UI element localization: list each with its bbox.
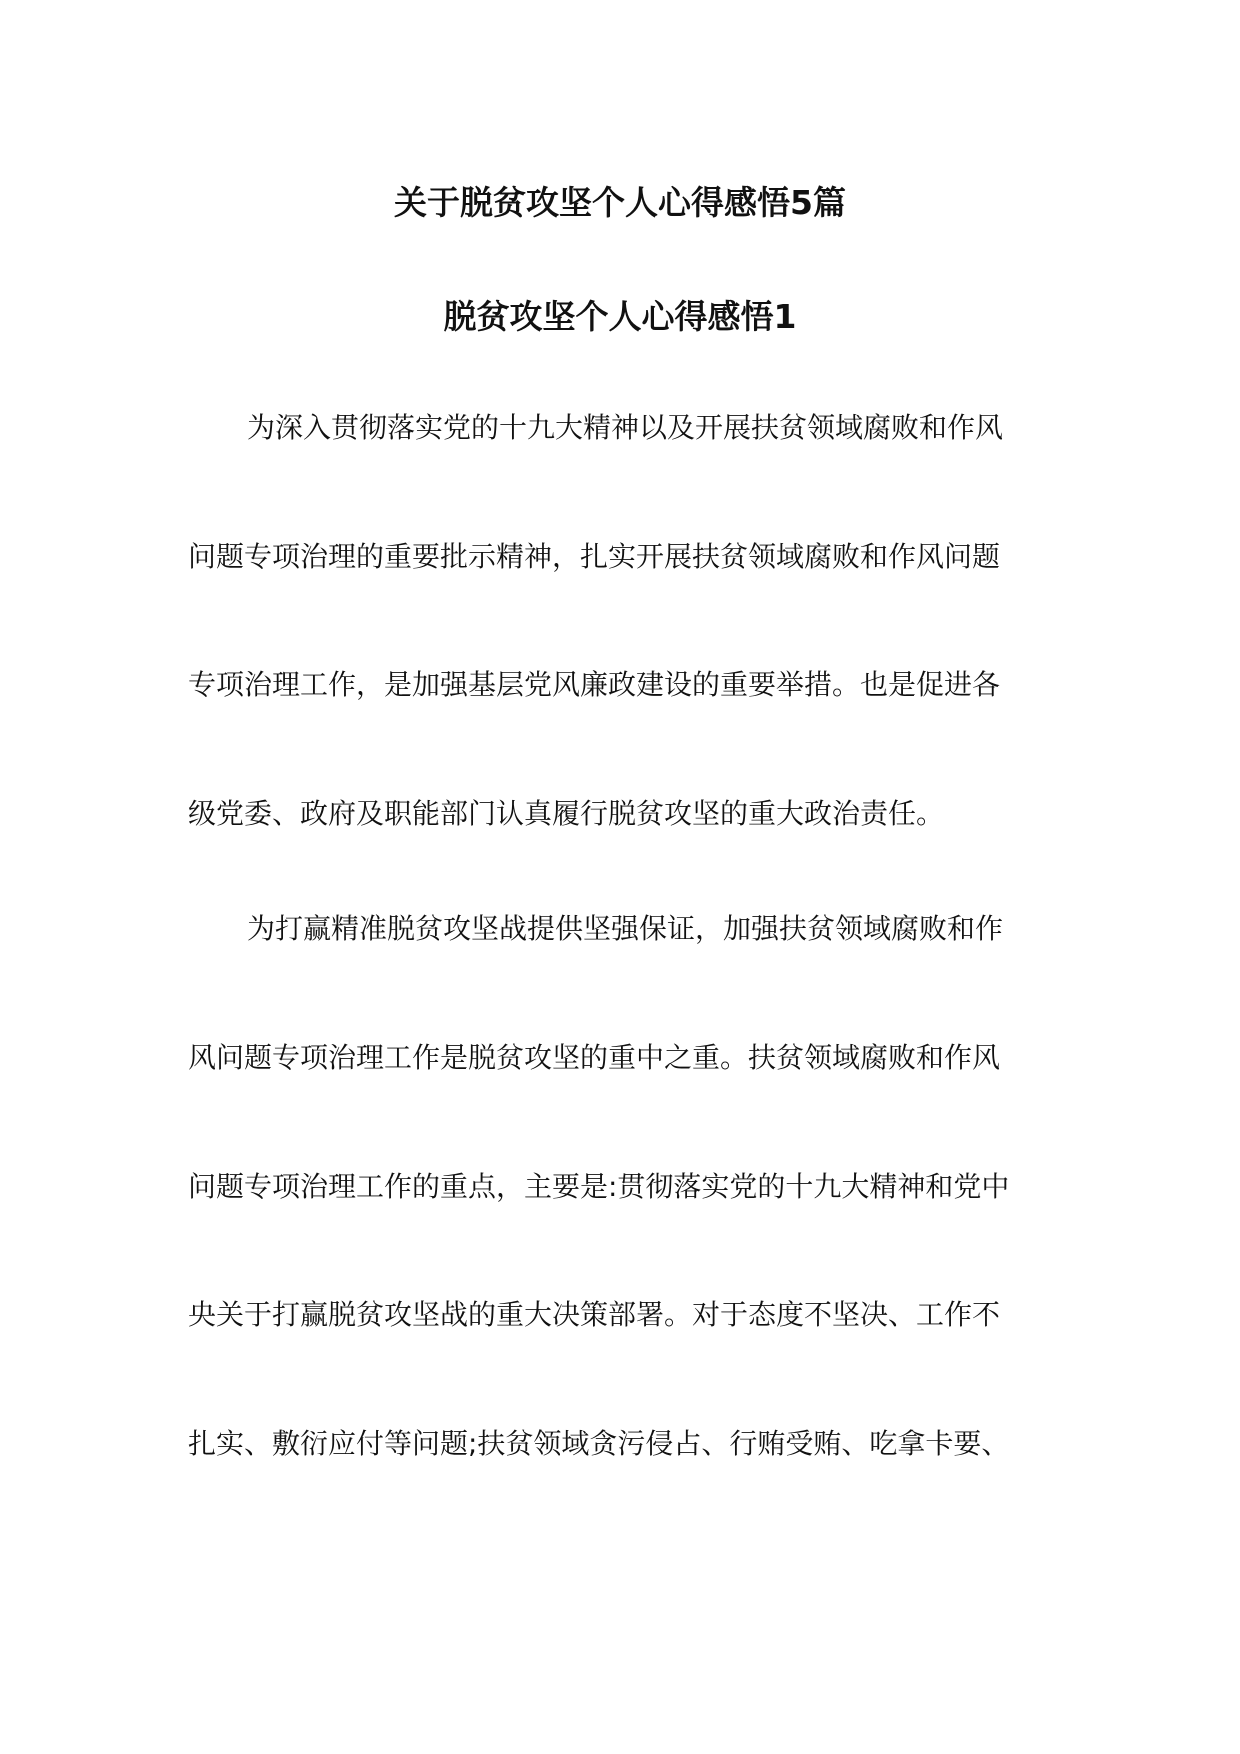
paragraph-2-line-2: 风问题专项治理工作是脱贫攻坚的重中之重。扶贫领域腐败和作风 bbox=[188, 1041, 1001, 1074]
paragraph-1-line-1: 为深入贯彻落实党的十九大精神以及开展扶贫领域腐败和作风 bbox=[247, 411, 1004, 444]
section-title: 脱贫攻坚个人心得感悟1 bbox=[443, 297, 797, 336]
paragraph-1-line-2: 问题专项治理的重要批示精神，扎实开展扶贫领域腐败和作风问题 bbox=[188, 540, 1001, 573]
paragraph-1-line-3: 专项治理工作，是加强基层党风廉政建设的重要举措。也是促进各 bbox=[188, 668, 1001, 701]
document-title: 关于脱贫攻坚个人心得感悟5篇 bbox=[394, 183, 846, 222]
paragraph-2-line-3: 问题专项治理工作的重点，主要是:贯彻落实党的十九大精神和党中 bbox=[188, 1170, 1010, 1203]
paragraph-1-line-4: 级党委、政府及职能部门认真履行脱贫攻坚的重大政治责任。 bbox=[188, 797, 945, 830]
paragraph-2-line-4: 央关于打赢脱贫攻坚战的重大决策部署。对于态度不坚决、工作不 bbox=[188, 1298, 1001, 1331]
paragraph-2-line-1: 为打赢精准脱贫攻坚战提供坚强保证，加强扶贫领域腐败和作 bbox=[247, 912, 1004, 945]
paragraph-2-line-5: 扎实、敷衍应付等问题;扶贫领域贪污侵占、行贿受贿、吃拿卡要、 bbox=[188, 1427, 1010, 1460]
